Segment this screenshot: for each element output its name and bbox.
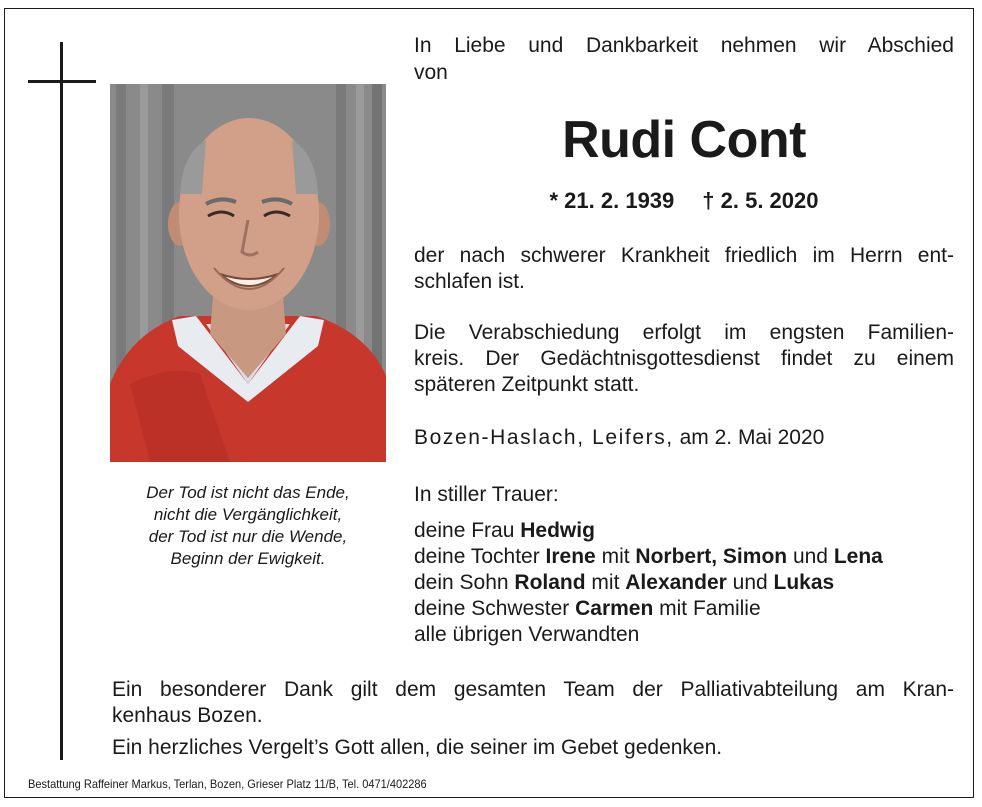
memorial-quote [110, 482, 386, 570]
funeral-home-footer: Bestattung Raffeiner Markus, Terlan, Bozen, Grieser Platz 11/B, Tel. 0471/402286 [28, 777, 427, 791]
paragraph-line: kreis. Der Gedächtnisgottesdienst findet zu einem [414, 347, 954, 370]
thanks-line: kenhaus Bozen. [112, 704, 263, 727]
mourners-list [414, 482, 883, 648]
thanks-line: Ein besonderer Dank gilt dem gesamten Team der Palliativabteilung am Kran- [112, 678, 954, 701]
portrait-photo [110, 84, 386, 462]
intro-line: In Liebe und Dankbarkeit nehmen wir Abschied [414, 34, 954, 57]
mourner-sister: deine Schwester Carmen mit Familie [414, 597, 761, 620]
intro-line-2: von [414, 61, 448, 84]
paragraph-line: der nach schwerer Krankheit friedlich im Herrn ent- [414, 244, 954, 267]
paragraph-line: späteren Zeitpunkt statt. [414, 373, 640, 396]
quote-line: der Tod ist nur die Wende, [148, 527, 348, 546]
paragraph-line: schlafen ist. [414, 270, 525, 293]
date: am 2. Mai 2020 [673, 426, 825, 449]
birth-date: * 21. 2. 1939 [549, 188, 675, 213]
quote-line: Der Tod ist nicht das Ende, [146, 483, 350, 502]
mourner-son: dein Sohn Roland mit Alexander und Lukas [414, 571, 835, 594]
mourner-others: alle übrigen Verwandten [414, 623, 640, 646]
place: Bozen-Haslach, Leifers, [414, 426, 674, 449]
paragraph-passing [414, 243, 954, 295]
mourner-wife: deine Frau Hedwig [414, 519, 595, 542]
quote-line: Beginn der Ewigkeit. [170, 549, 326, 568]
cross-icon-bar [28, 80, 96, 83]
paragraph-farewell [414, 320, 954, 398]
mourners-heading: In stiller Trauer: [414, 483, 559, 506]
place-and-date [414, 424, 824, 452]
thanks-block [112, 677, 954, 761]
paragraph-line: Die Verabschiedung erfolgt im engsten Familien- [414, 321, 954, 344]
life-dates [414, 187, 954, 215]
mourner-daughter: deine Tochter Irene mit Norbert, Simon und Lena [414, 545, 883, 568]
quote-line: nicht die Vergänglichkeit, [153, 505, 343, 524]
death-date: † 2. 5. 2020 [702, 188, 819, 213]
cross-icon [60, 42, 63, 760]
deceased-name: Rudi Cont [562, 111, 806, 169]
thanks-line: Ein herzliches Vergelt’s Gott allen, die seiner im Gebet gedenken. [112, 736, 723, 759]
